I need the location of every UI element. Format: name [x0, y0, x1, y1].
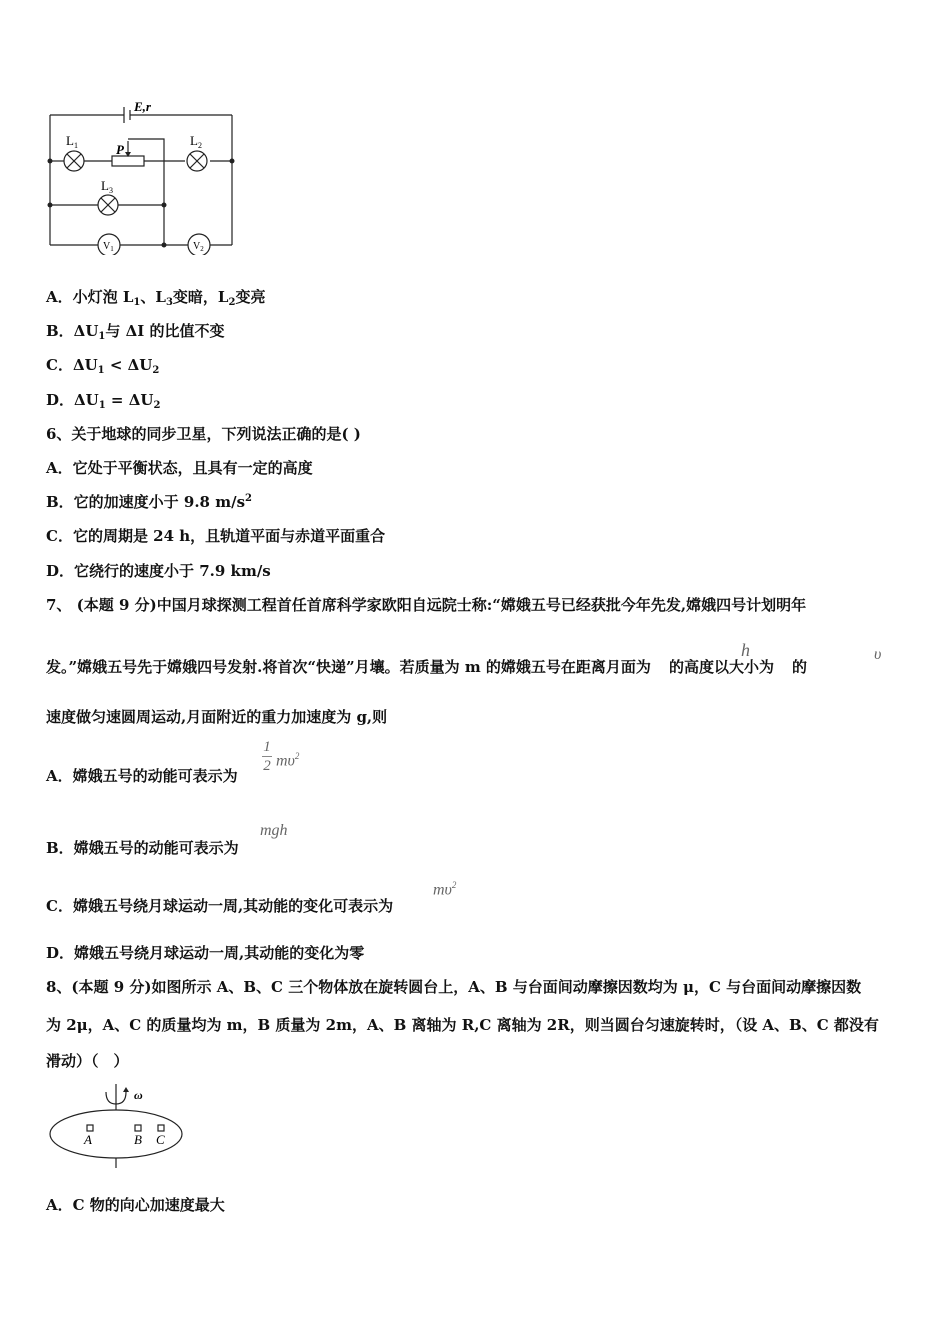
- q6-option-d: D．它绕行的速度小于 7.9 km/s: [46, 562, 271, 580]
- q7-option-c: C．嫦娥五号绕月球运动一周,其动能的变化可表示为: [46, 897, 394, 915]
- q6-option-b: B．它的加速度小于 9.8 $m/s^2$: [46, 493, 252, 511]
- q5-option-d: D．$\Delta U_1 = \Delta U_2$: [46, 391, 161, 411]
- voltmeter-v1-label: $V_1$: [103, 241, 114, 253]
- q7-option-a-fraction: 1 2: [263, 739, 271, 774]
- voltmeter-v2-label: $V_2$: [193, 241, 204, 253]
- circuit-diagram: [40, 95, 240, 255]
- object-b-label: B: [134, 1132, 142, 1147]
- q8-option-a: A．C 物的向心加速度最大: [46, 1196, 225, 1214]
- q7-option-a-expr: $m\upsilon^2$: [276, 751, 300, 770]
- q6-stem: 6、关于地球的同步卫星，下列说法正确的是( ): [46, 425, 361, 443]
- lamp-l3-label: $L_3$: [101, 178, 113, 195]
- q5-option-c: C．$\Delta U_1 < \Delta U_2$: [46, 356, 160, 376]
- q8-stem-line1: 8、(本题 9 分)如图所示 A、B、C 三个物体放在旋转圆台上，A、B 与台面间动摩擦因数均为 μ，C 与台面间动摩擦因数: [46, 978, 862, 996]
- turntable-diagram: [44, 1080, 194, 1172]
- omega-label: ω: [134, 1088, 143, 1102]
- object-c-label: C: [156, 1132, 165, 1147]
- lamp-l2-label: $L_2$: [190, 133, 202, 150]
- q5-option-b: B．$\Delta U_1$与 ΔI 的比值不变: [46, 322, 225, 342]
- q7-option-b: B．嫦娥五号的动能可表示为: [46, 839, 239, 857]
- lamp-l1-label: $L_1$: [66, 133, 78, 150]
- q6-option-c: C．它的周期是 24 h，且轨道平面与赤道平面重合: [46, 527, 386, 545]
- q5-option-a: A．小灯泡 $L_1$、$L_3$变暗，$L_2$变亮: [46, 288, 266, 308]
- q7-h-symbol: h: [741, 640, 750, 660]
- q7-option-d: D．嫦娥五号绕月球运动一周,其动能的变化为零: [46, 944, 365, 962]
- q7-stem-line3: 速度做匀速圆周运动,月面附近的重力加速度为 g,则: [46, 708, 388, 726]
- q8-stem-line2: 为 2μ，A、C 的质量均为 m，B 质量为 2m，A、B 离轴为 R,C 离轴为 2R，则当圆台匀速旋转时，（设 A、B、C 都没有: [46, 1016, 879, 1034]
- slider-p-label: P: [116, 142, 124, 157]
- source-label: E,r: [134, 99, 151, 114]
- q6-option-a: A．它处于平衡状态，且具有一定的高度: [46, 459, 313, 477]
- q7-option-a: A．嫦娥五号的动能可表示为: [46, 767, 238, 785]
- object-a-label: A: [84, 1132, 92, 1147]
- q7-option-c-expr: $m\upsilon^2$: [433, 880, 457, 899]
- q8-stem-line3: 滑动）（ ）: [46, 1052, 129, 1070]
- q7-option-b-expr: mgh: [260, 822, 288, 839]
- q7-stem-line1: 7、 (本题 9 分)中国月球探测工程首任首席科学家欧阳自远院士称:“嫦娥五号已经获批今年先发,嫦娥四号计划明年: [46, 596, 807, 614]
- q7-stem-line2: 发。”嫦娥五号先于嫦娥四号发射.将首次“快递”月壤。若质量为 m 的嫦娥五号在距离月面为 的高度以大小为 的: [46, 658, 807, 676]
- q7-v-symbol: υ: [874, 646, 882, 663]
